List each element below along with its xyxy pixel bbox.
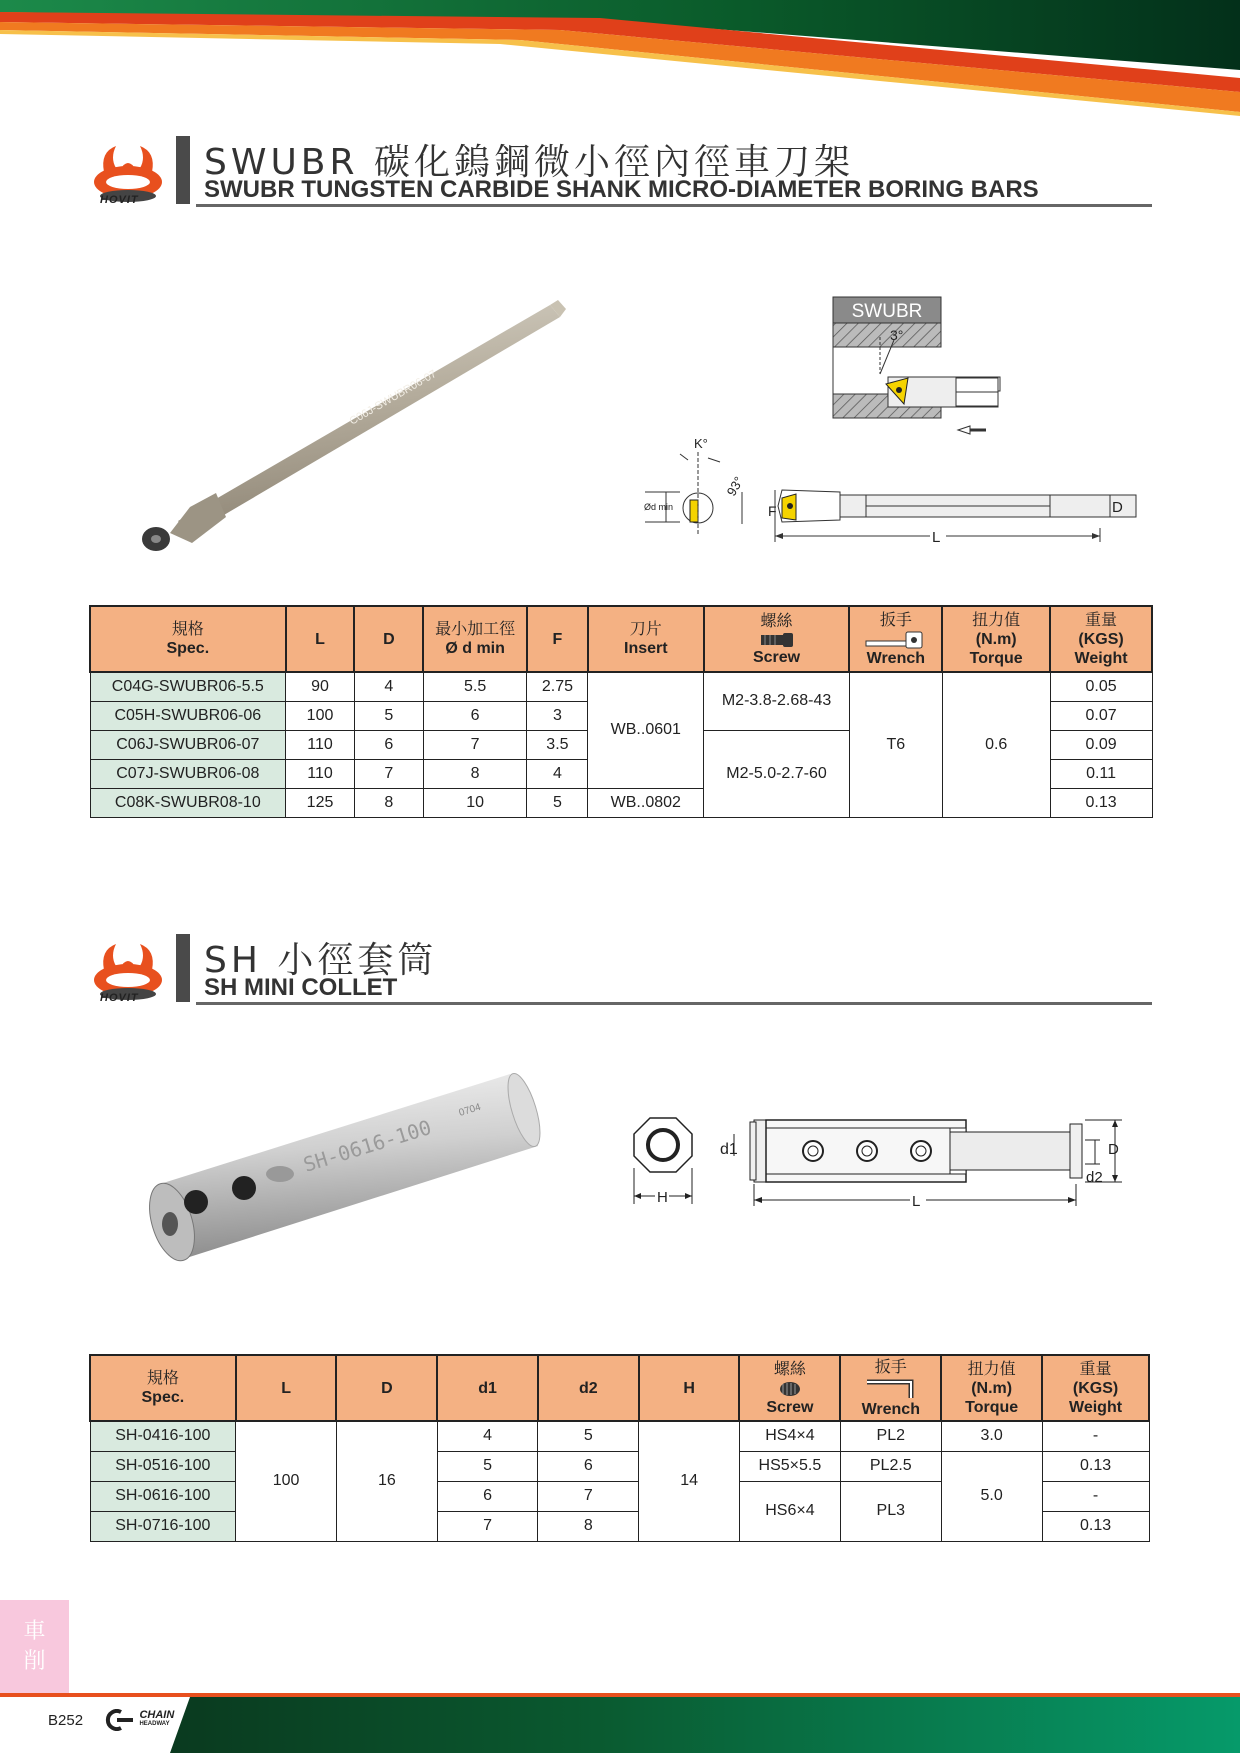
- d1-cell: 6: [437, 1481, 538, 1511]
- l-cell: 110: [286, 759, 355, 788]
- header-spec: 規格 Spec.: [90, 1355, 236, 1421]
- diagram-d1: d1: [720, 1141, 738, 1158]
- table-row: [90, 672, 1152, 701]
- screw-icon: [759, 632, 795, 648]
- header-dmin: 最小加工徑 Ø d min: [423, 606, 527, 672]
- f-cell: 3: [527, 701, 588, 730]
- header-wrench: 扳手 Wrench: [840, 1355, 941, 1421]
- l-cell: 100: [286, 701, 355, 730]
- wrench-cell: PL2: [840, 1421, 941, 1451]
- header-d2: d2: [538, 1355, 639, 1421]
- f-cell: 3.5: [527, 730, 588, 759]
- torx-wrench-icon: [864, 631, 928, 649]
- insert-cell: WB..0601: [588, 672, 704, 788]
- torque-cell: 3.0: [941, 1421, 1042, 1451]
- d-cell: 4: [354, 672, 423, 701]
- screw-cell: HS5×5.5: [739, 1451, 840, 1481]
- diagram-dmin: Ød min: [644, 502, 674, 512]
- header-l: L: [236, 1355, 337, 1421]
- weight-cell: 0.05: [1050, 672, 1152, 701]
- diagram-angle3: 3°: [890, 327, 904, 343]
- header-l: L: [286, 606, 355, 672]
- weight-cell: 0.11: [1050, 759, 1152, 788]
- diagram-k-angle: K°: [694, 436, 708, 451]
- d-cell: 8: [354, 788, 423, 817]
- screw-cell: M2-5.0-2.7-60: [704, 730, 850, 817]
- mini-collet-product-image: [140, 1060, 560, 1280]
- header-screw: 螺絲 Screw: [704, 606, 850, 672]
- chain-headway-logo: [105, 1709, 174, 1731]
- header-f: F: [527, 606, 588, 672]
- set-screw-icon: [778, 1380, 802, 1398]
- diagram-box-label: SWUBR: [851, 301, 923, 322]
- footer-bar: [0, 1693, 1240, 1753]
- screw-cell: HS6×4: [739, 1481, 840, 1541]
- table-header-row: [90, 606, 1152, 672]
- hovit-logo-text: HOVIT: [100, 992, 139, 1004]
- top-banner: [0, 0, 1240, 120]
- wrench-cell: T6: [849, 672, 942, 817]
- spec-cell: C08K-SWUBR08-10: [90, 788, 286, 817]
- boring-bar-product-image: [130, 295, 570, 565]
- diagram-93: 93°: [723, 473, 747, 499]
- weight-cell: 0.13: [1042, 1451, 1149, 1481]
- h-cell: 14: [639, 1421, 740, 1541]
- f-cell: 2.75: [527, 672, 588, 701]
- side-tab-label-1: 車: [23, 1618, 46, 1643]
- d2-cell: 7: [538, 1481, 639, 1511]
- section-marker: [176, 934, 190, 1002]
- spec-cell: C06J-SWUBR06-07: [90, 730, 286, 759]
- spec-cell: C07J-SWUBR06-08: [90, 759, 286, 788]
- d1-cell: 4: [437, 1421, 538, 1451]
- dmin-cell: 7: [423, 730, 527, 759]
- weight-cell: 0.07: [1050, 701, 1152, 730]
- collet-engraving: SH-0616-100: [300, 1115, 435, 1177]
- collet-dimension-diagram: [630, 1110, 1130, 1220]
- l-cell: 110: [286, 730, 355, 759]
- section1-title-zh: SWUBR 碳化鎢鋼微小徑內徑車刀架: [204, 142, 854, 183]
- spec-cell: C05H-SWUBR06-06: [90, 701, 286, 730]
- diagram-d2: d2: [1086, 1169, 1103, 1186]
- d1-cell: 7: [437, 1511, 538, 1541]
- header-weight: 重量 (KGS) Weight: [1050, 606, 1152, 672]
- chain-headway-logo-icon: [105, 1709, 135, 1731]
- brand-top: CHAIN: [139, 1709, 175, 1721]
- diagram-l: L: [932, 529, 941, 546]
- weight-cell: -: [1042, 1421, 1149, 1451]
- spec-cell: SH-0516-100: [90, 1451, 236, 1481]
- turning-side-tab[interactable]: [0, 1600, 69, 1696]
- d1-cell: 5: [437, 1451, 538, 1481]
- header-d: D: [354, 606, 423, 672]
- brand-bottom: HEADWAY: [139, 1721, 170, 1727]
- diagram-l: L: [912, 1193, 921, 1210]
- l-cell: 90: [286, 672, 355, 701]
- torque-cell: 5.0: [941, 1451, 1042, 1541]
- diagram-d: D: [1108, 1141, 1119, 1158]
- d-cell: 7: [354, 759, 423, 788]
- header-h: H: [639, 1355, 740, 1421]
- weight-cell: -: [1042, 1481, 1149, 1511]
- diagram-f: F: [768, 503, 777, 519]
- collet-code: 0704: [457, 1101, 483, 1119]
- l-cell: 100: [236, 1421, 337, 1541]
- torque-cell: 0.6: [942, 672, 1050, 817]
- dmin-cell: 5.5: [423, 672, 527, 701]
- header-wrench: 扳手 Wrench: [849, 606, 942, 672]
- weight-cell: 0.09: [1050, 730, 1152, 759]
- section2-title-zh: SH 小徑套筒: [204, 940, 438, 981]
- spec-cell: C04G-SWUBR06-5.5: [90, 672, 286, 701]
- header-torque: 扭力值 (N.m) Torque: [942, 606, 1050, 672]
- section2-header: [90, 932, 1152, 1012]
- d-cell: 6: [354, 730, 423, 759]
- weight-cell: 0.13: [1050, 788, 1152, 817]
- insert-cell: WB..0802: [588, 788, 704, 817]
- collet-spec-table: [89, 1354, 1150, 1542]
- dmin-cell: 8: [423, 759, 527, 788]
- d2-cell: 6: [538, 1451, 639, 1481]
- table-header-row: [90, 1355, 1149, 1421]
- wrench-cell: PL2.5: [840, 1451, 941, 1481]
- section1-title-en: SWUBR TUNGSTEN CARBIDE SHANK MICRO-DIAMETER BORING BARS: [204, 176, 1039, 203]
- header-weight: 重量 (KGS) Weight: [1042, 1355, 1149, 1421]
- header-torque: 扭力值 (N.m) Torque: [941, 1355, 1042, 1421]
- d-cell: 16: [336, 1421, 437, 1541]
- dmin-cell: 6: [423, 701, 527, 730]
- l-cell: 125: [286, 788, 355, 817]
- section-marker: [176, 136, 190, 204]
- weight-cell: 0.13: [1042, 1511, 1149, 1541]
- screw-cell: HS4×4: [739, 1421, 840, 1451]
- wrench-cell: PL3: [840, 1481, 941, 1541]
- spec-cell: SH-0416-100: [90, 1421, 236, 1451]
- side-tab-label-2: 削: [23, 1648, 46, 1673]
- diagram-d: D: [1112, 499, 1123, 516]
- d-cell: 5: [354, 701, 423, 730]
- section2-title-en: SH MINI COLLET: [204, 974, 398, 1001]
- header-d: D: [336, 1355, 437, 1421]
- header-spec: 規格 Spec.: [90, 606, 286, 672]
- section1-header: [90, 134, 1152, 214]
- header-d1: d1: [437, 1355, 538, 1421]
- section-rule: [196, 204, 1152, 207]
- f-cell: 4: [527, 759, 588, 788]
- header-screw: 螺絲 Screw: [739, 1355, 840, 1421]
- d2-cell: 8: [538, 1511, 639, 1541]
- diagram-h: H: [657, 1189, 668, 1206]
- table-row: [90, 1421, 1149, 1451]
- dmin-cell: 10: [423, 788, 527, 817]
- screw-cell: M2-3.8-2.68-43: [704, 672, 850, 730]
- page-number: B252: [48, 1712, 84, 1729]
- section-rule: [196, 1002, 1152, 1005]
- spec-cell: SH-0716-100: [90, 1511, 236, 1541]
- hovit-logo-text: HOVIT: [100, 194, 139, 206]
- f-cell: 5: [527, 788, 588, 817]
- swubr-spec-table: [89, 605, 1153, 818]
- product-engraving: C06J-SWUBR06-07: [347, 367, 439, 428]
- swubr-dimension-diagram: [640, 292, 1140, 552]
- hex-key-icon: [863, 1378, 919, 1400]
- header-insert: 刀片 Insert: [588, 606, 704, 672]
- spec-cell: SH-0616-100: [90, 1481, 236, 1511]
- d2-cell: 5: [538, 1421, 639, 1451]
